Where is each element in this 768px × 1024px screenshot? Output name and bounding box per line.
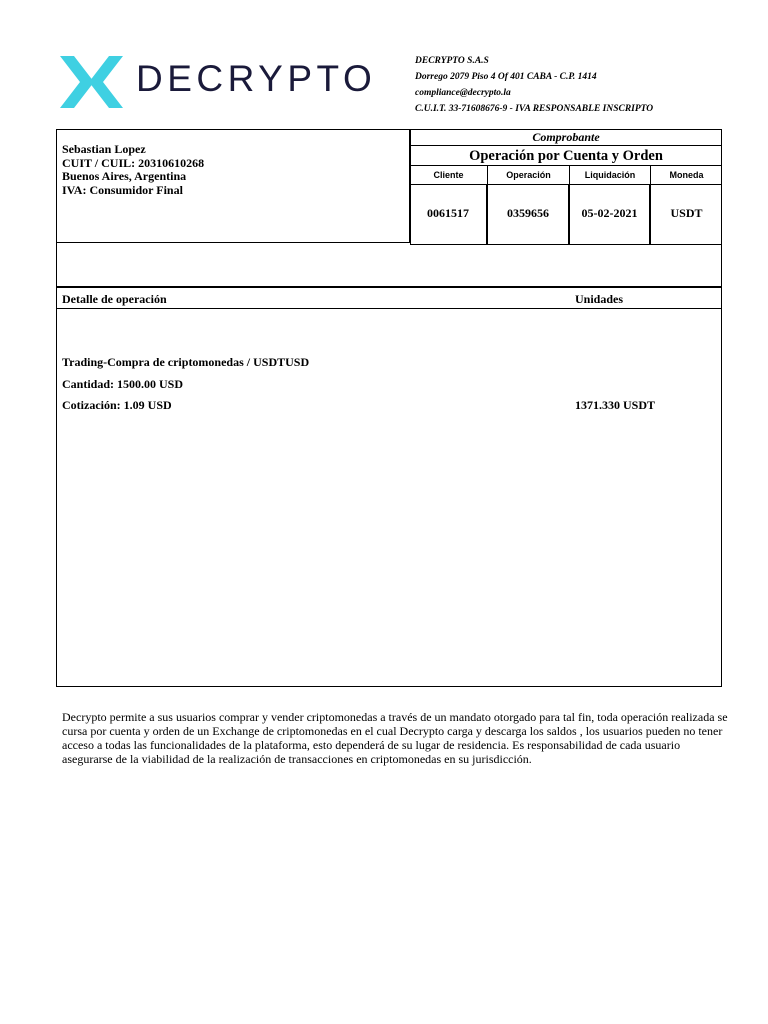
- company-info: [415, 53, 653, 117]
- detail-box: [56, 287, 722, 687]
- client-cuit: CUIT / CUIL: 20310610268: [62, 155, 205, 170]
- client-location: Buenos Aires, Argentina: [62, 169, 187, 183]
- value-moneda: USDT: [670, 206, 703, 220]
- detail-line-cantidad: Cantidad: 1500.00 USD: [62, 377, 184, 391]
- detail-units-value: 1371.330 USDT: [575, 398, 656, 412]
- units-header: Unidades: [575, 292, 624, 306]
- detail-header: Detalle de operación: [62, 292, 167, 306]
- value-liquidacion: 05-02-2021: [570, 185, 651, 245]
- header-cliente: Cliente: [410, 166, 488, 185]
- company-email: compliance@decrypto.la: [415, 88, 511, 98]
- header-liquidacion: Liquidación: [570, 166, 651, 185]
- detail-line-trading: Trading-Compra de criptomonedas / USDTUSD: [62, 355, 310, 369]
- company-address: Dorrego 2079 Piso 4 Of 401 CABA - C.P. 1414: [415, 72, 597, 82]
- company-name: DECRYPTO S.A.S: [415, 56, 489, 66]
- empty-row: [56, 243, 722, 287]
- disclaimer-text: Decrypto permite a sus usuarios comprar y vender criptomonedas a través de un mandato otorgado para tal fin, toda operación realizada se cursa por cuenta y orden de un Exchange de criptomonedas en el cual Decrypto carga y descarga los saldos , los usuarios pueden no tener acceso a todas las funcionalidades de la plataforma, esto dependerá de su lugar de residencia. Es responsabilidad de cada usuario asegurarse de la viabilidad de la realización de transacciones en criptomonedas en su jurisdicción.: [62, 710, 728, 766]
- value-operacion: 0359656: [488, 185, 570, 245]
- detail-divider: [56, 308, 722, 309]
- client-name: Sebastian Lopez: [62, 142, 146, 156]
- detail-line-cotizacion: Cotización: 1.09 USD: [62, 398, 172, 412]
- header-moneda: Moneda: [651, 166, 722, 185]
- voucher-title: Operación por Cuenta y Orden: [410, 146, 722, 166]
- company-tax: C.U.I.T. 33-71608676-9 - IVA RESPONSABLE INSCRIPTO: [415, 104, 654, 114]
- value-cliente: 0061517: [410, 185, 488, 245]
- brand-name: DECRYPTO: [136, 58, 377, 99]
- client-info: [62, 143, 204, 197]
- voucher-label: Comprobante: [410, 129, 722, 146]
- header-operacion: Operación: [488, 166, 570, 185]
- client-iva: IVA: Consumidor Final: [62, 182, 183, 197]
